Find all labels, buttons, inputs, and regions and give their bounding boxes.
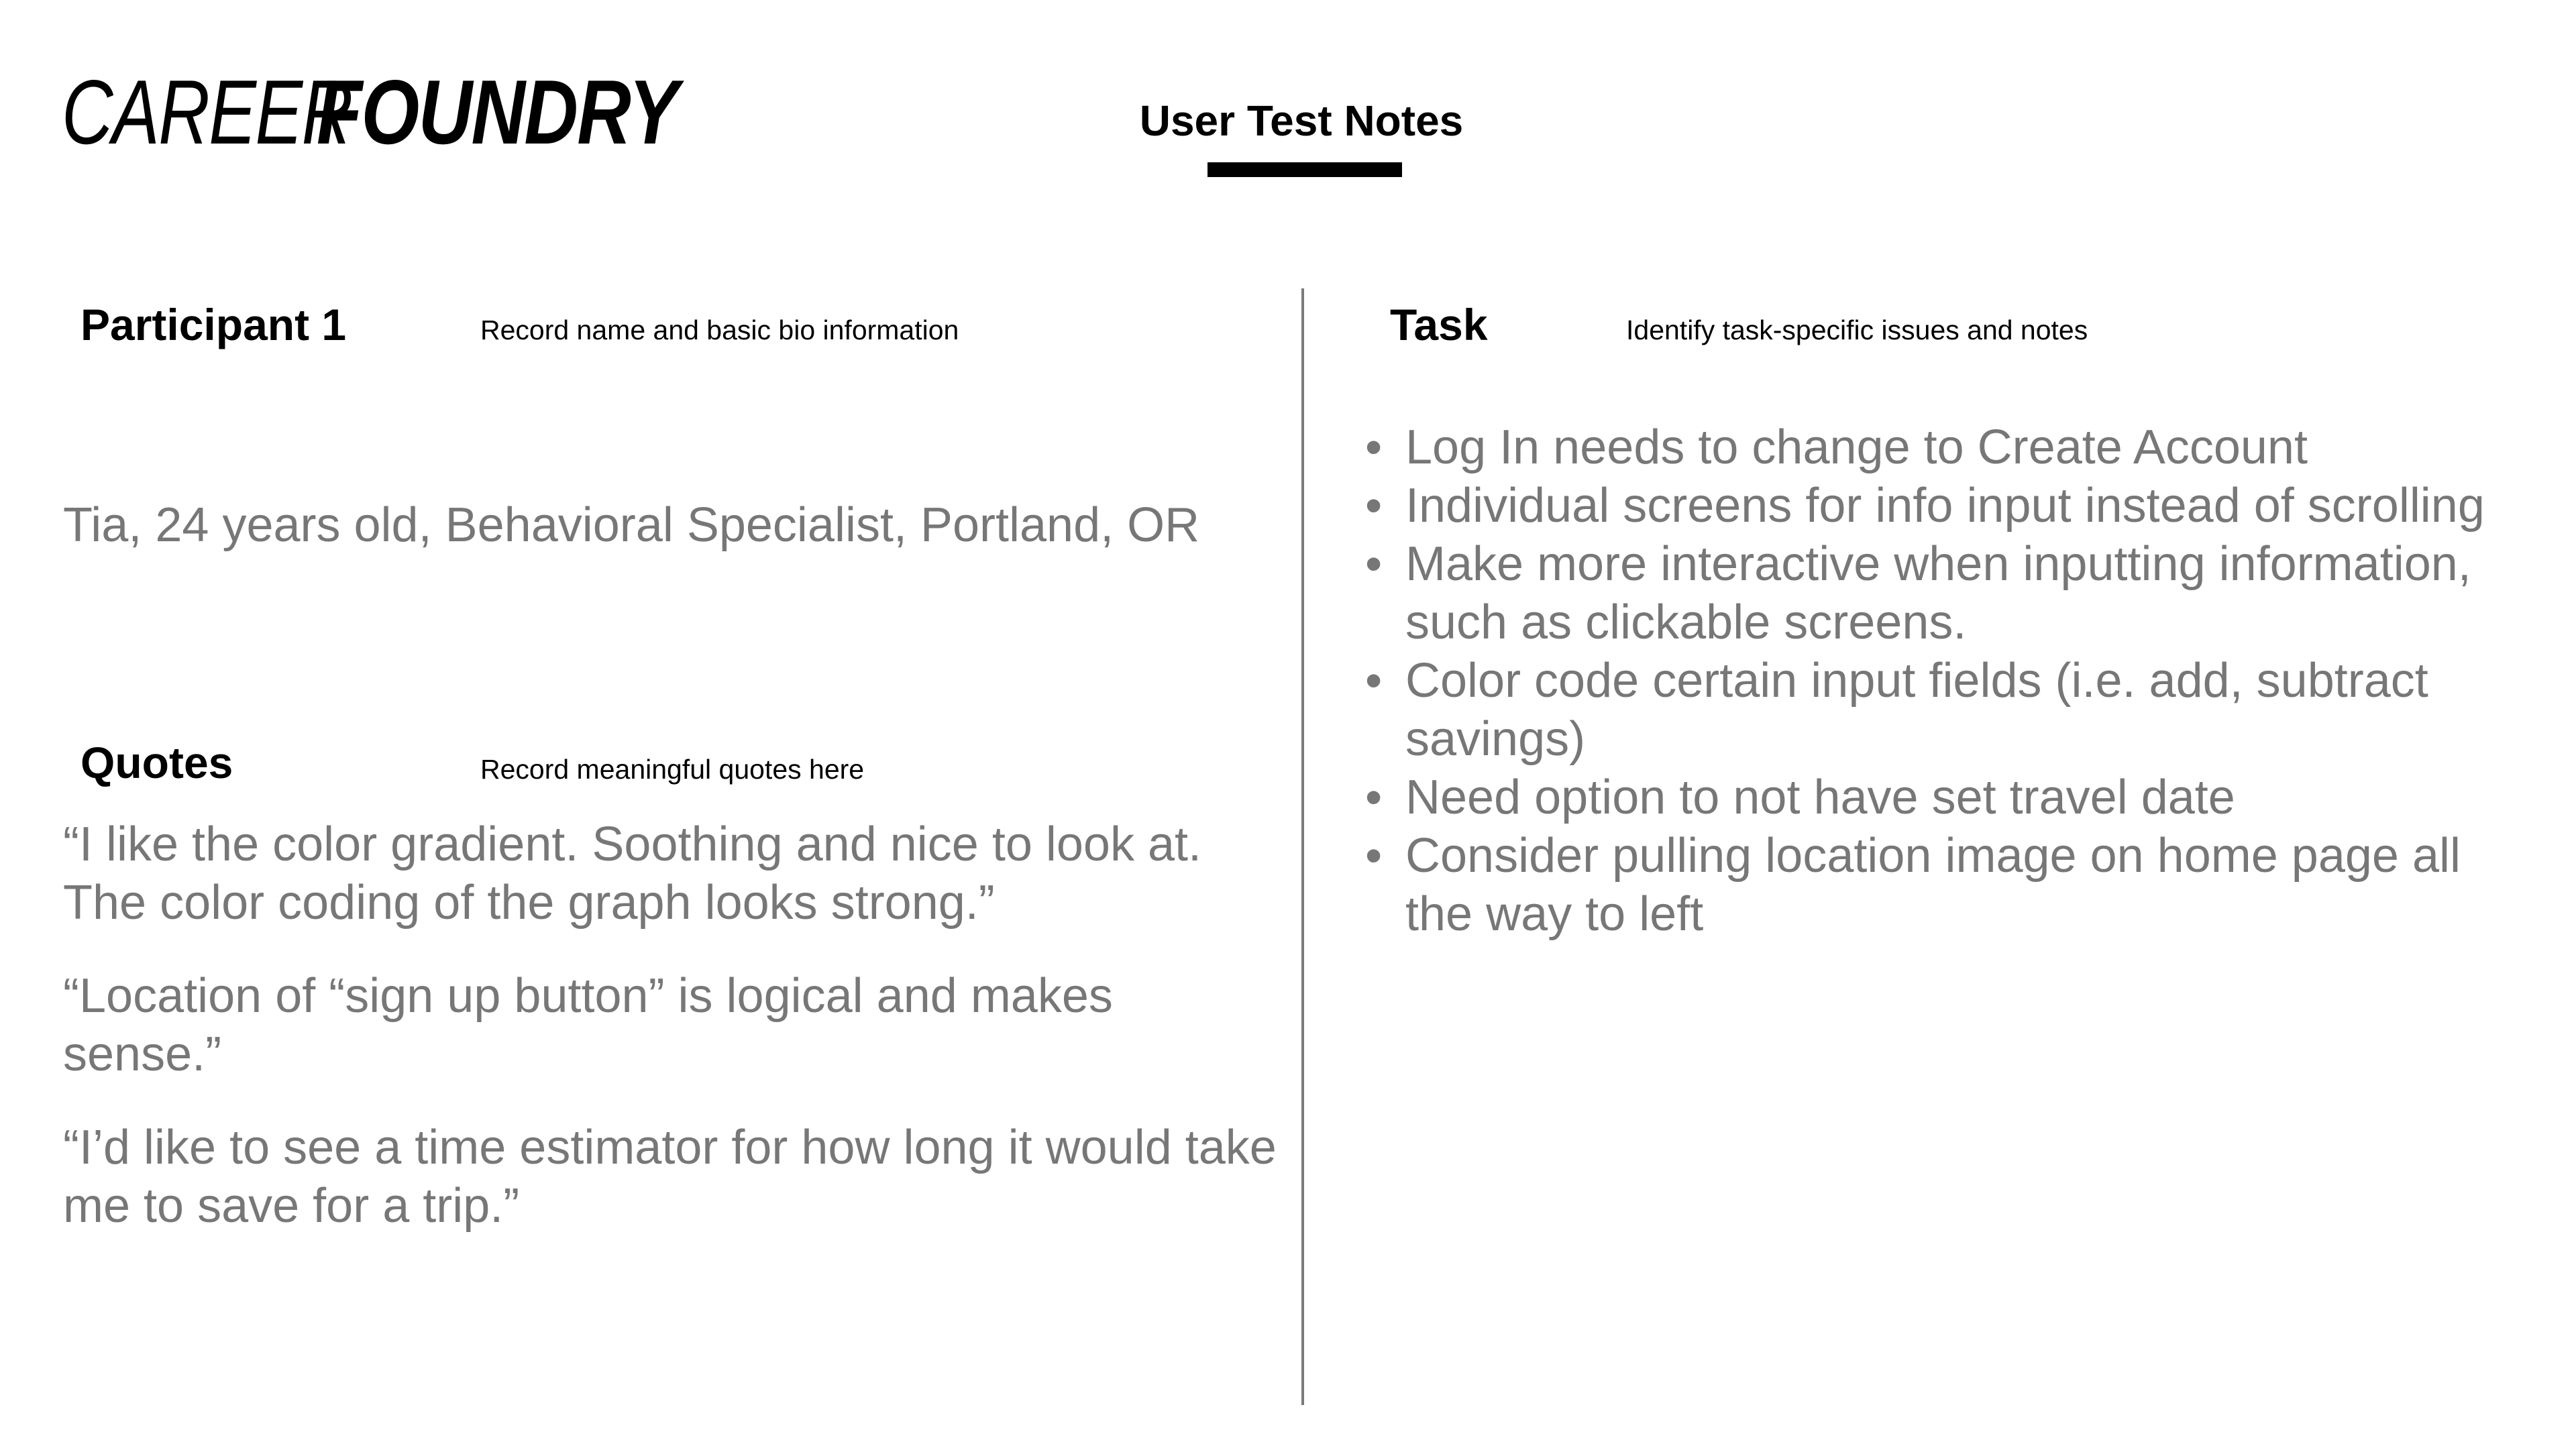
task-issue-item: • Color code certain input fields (i.e. add, subtract savings) [1365,652,2519,769]
quotes-list [63,816,1284,1270]
participant-bio: Tia, 24 years old, Behavioral Specialist, Portland, OR [63,498,1200,552]
task-issue-item: • Make more interactive when inputting information, such as clickable screens. [1365,535,2519,652]
quote-item: “I’d like to see a time estimator for how long it would take me to save for a trip.” [63,1121,1277,1233]
participant-hint: Record name and basic bio information [480,315,959,345]
quote-item: “Location of “sign up button” is logical and makes sense.” [63,969,1113,1081]
task-issue-item: • Need option to not have set travel date [1365,769,2519,827]
page-title: User Test Notes [1139,97,1464,145]
logo-text-light: CAREER [62,61,352,163]
title-underline [1208,162,1402,177]
logo-text-bold: FOUNDRY [317,61,678,163]
task-issue-item: • Log In needs to change to Create Account [1365,419,2519,477]
quotes-heading: Quotes [80,738,233,787]
column-divider [1301,288,1304,1405]
careerfoundry-logo [62,62,757,162]
task-hint: Identify task-specific issues and notes [1626,315,2088,345]
quote-item: “I like the color gradient. Soothing and nice to look at. The color coding of the graph looks strong.” [63,818,1202,930]
task-issue-item: • Consider pulling location image on home page all the way to left [1365,827,2519,944]
task-issues-list [1365,419,2519,944]
quotes-hint: Record meaningful quotes here [480,754,865,785]
task-issue-item: • Individual screens for info input instead of scrolling [1365,477,2519,535]
task-heading: Task [1390,300,1488,349]
participant-heading: Participant 1 [80,300,347,349]
